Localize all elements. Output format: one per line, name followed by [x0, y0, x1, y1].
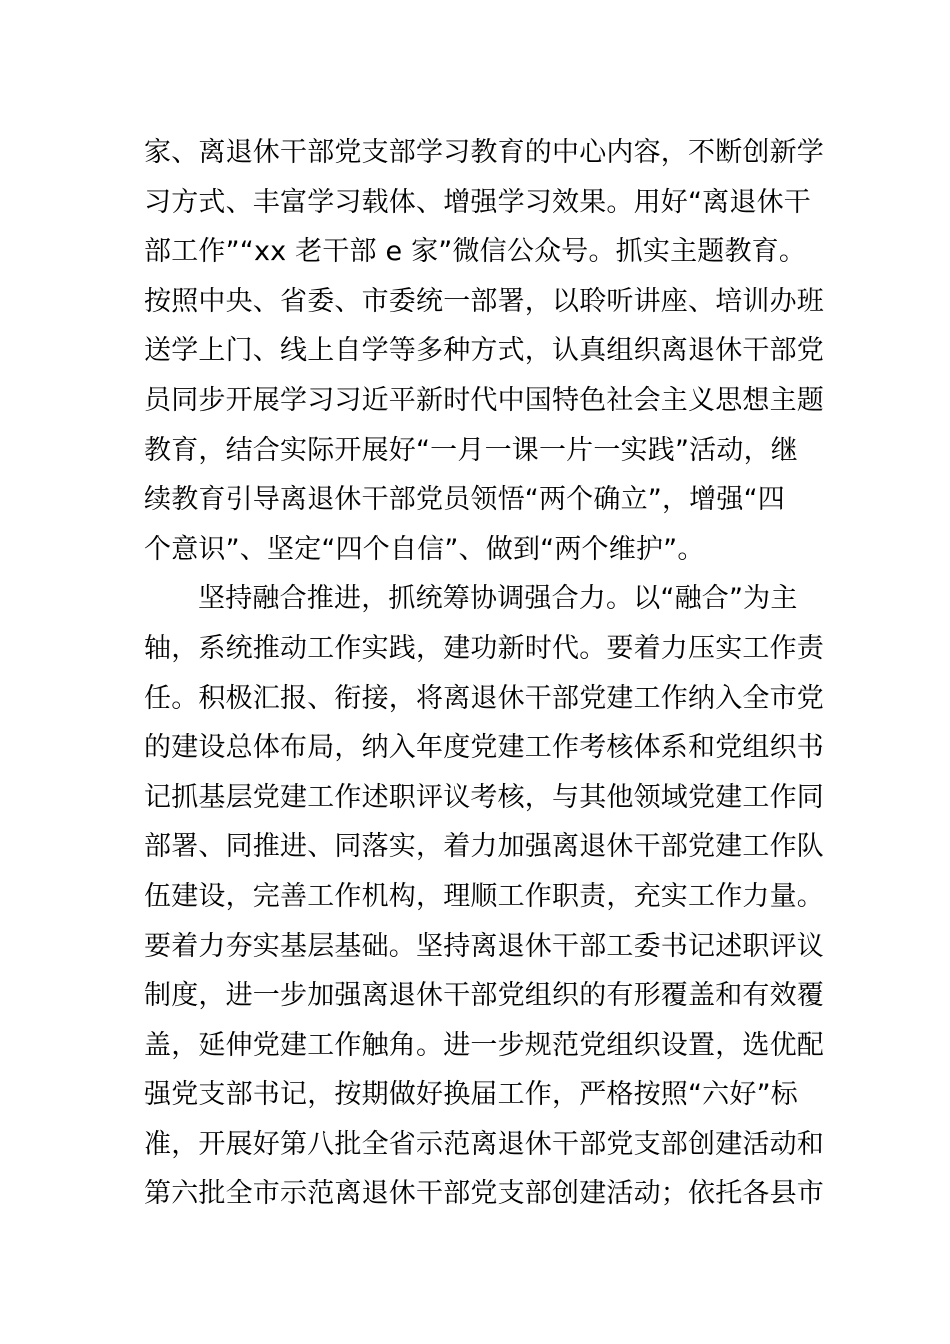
text-line: 个意识”、坚定“四个自信”、做到“两个维护”。 — [144, 533, 705, 565]
text-line: 部工作”“xx 老干部 e 家”微信公众号。抓实主题教育。 — [144, 236, 807, 268]
text-line: 伍建设，完善工作机构，理顺工作职责，充实工作力量。 — [144, 880, 824, 912]
text-line: 按照中央、省委、市委统一部署，以聆听讲座、培训办班 — [144, 285, 824, 317]
text-line: 送学上门、线上自学等多种方式，认真组织离退休干部党 — [144, 335, 824, 367]
text-line: 教育，结合实际开展好“一月一课一片一实践”活动，继 — [144, 434, 798, 466]
text-line: 员同步开展学习习近平新时代中国特色社会主义思想主题 — [144, 384, 824, 416]
body-text — [144, 128, 824, 1219]
text-line: 要着力夯实基层基础。坚持离退休干部工委书记述职评议 — [144, 930, 824, 962]
text-line: 家、离退休干部党支部学习教育的中心内容，不断创新学 — [144, 137, 824, 168]
text-line: 第六批全市示范离退休干部党支部创建活动；依托各县市 — [144, 1178, 824, 1210]
text-line: 的建设总体布局，纳入年度党建工作考核体系和党组织书 — [144, 732, 824, 764]
text-line: 制度，进一步加强离退休干部党组织的有形覆盖和有效覆 — [144, 980, 824, 1012]
text-line: 准，开展好第八批全省示范离退休干部党支部创建活动和 — [144, 1128, 824, 1160]
text-line: 盖，延伸党建工作触角。进一步规范党组织设置，选优配 — [144, 1029, 824, 1061]
text-line: 轴，系统推动工作实践，建功新时代。要着力压实工作责 — [144, 632, 824, 664]
paragraph-first-line: 坚持融合推进，抓统筹协调强合力。以“融合”为主 — [198, 583, 798, 615]
text-line: 强党支部书记，按期做好换届工作，严格按照“六好”标 — [144, 1079, 798, 1111]
text-line: 习方式、丰富学习载体、增强学习效果。用好“离退休干 — [144, 186, 811, 218]
text-line: 记抓基层党建工作述职评议考核，与其他领域党建工作同 — [144, 781, 824, 813]
text-line: 部署、同推进、同落实，着力加强离退休干部党建工作队 — [144, 831, 824, 863]
text-line: 续教育引导离退休干部党员领悟“两个确立”，增强“四 — [144, 484, 785, 516]
text-line: 任。积极汇报、衔接，将离退休干部党建工作纳入全市党 — [144, 682, 824, 714]
